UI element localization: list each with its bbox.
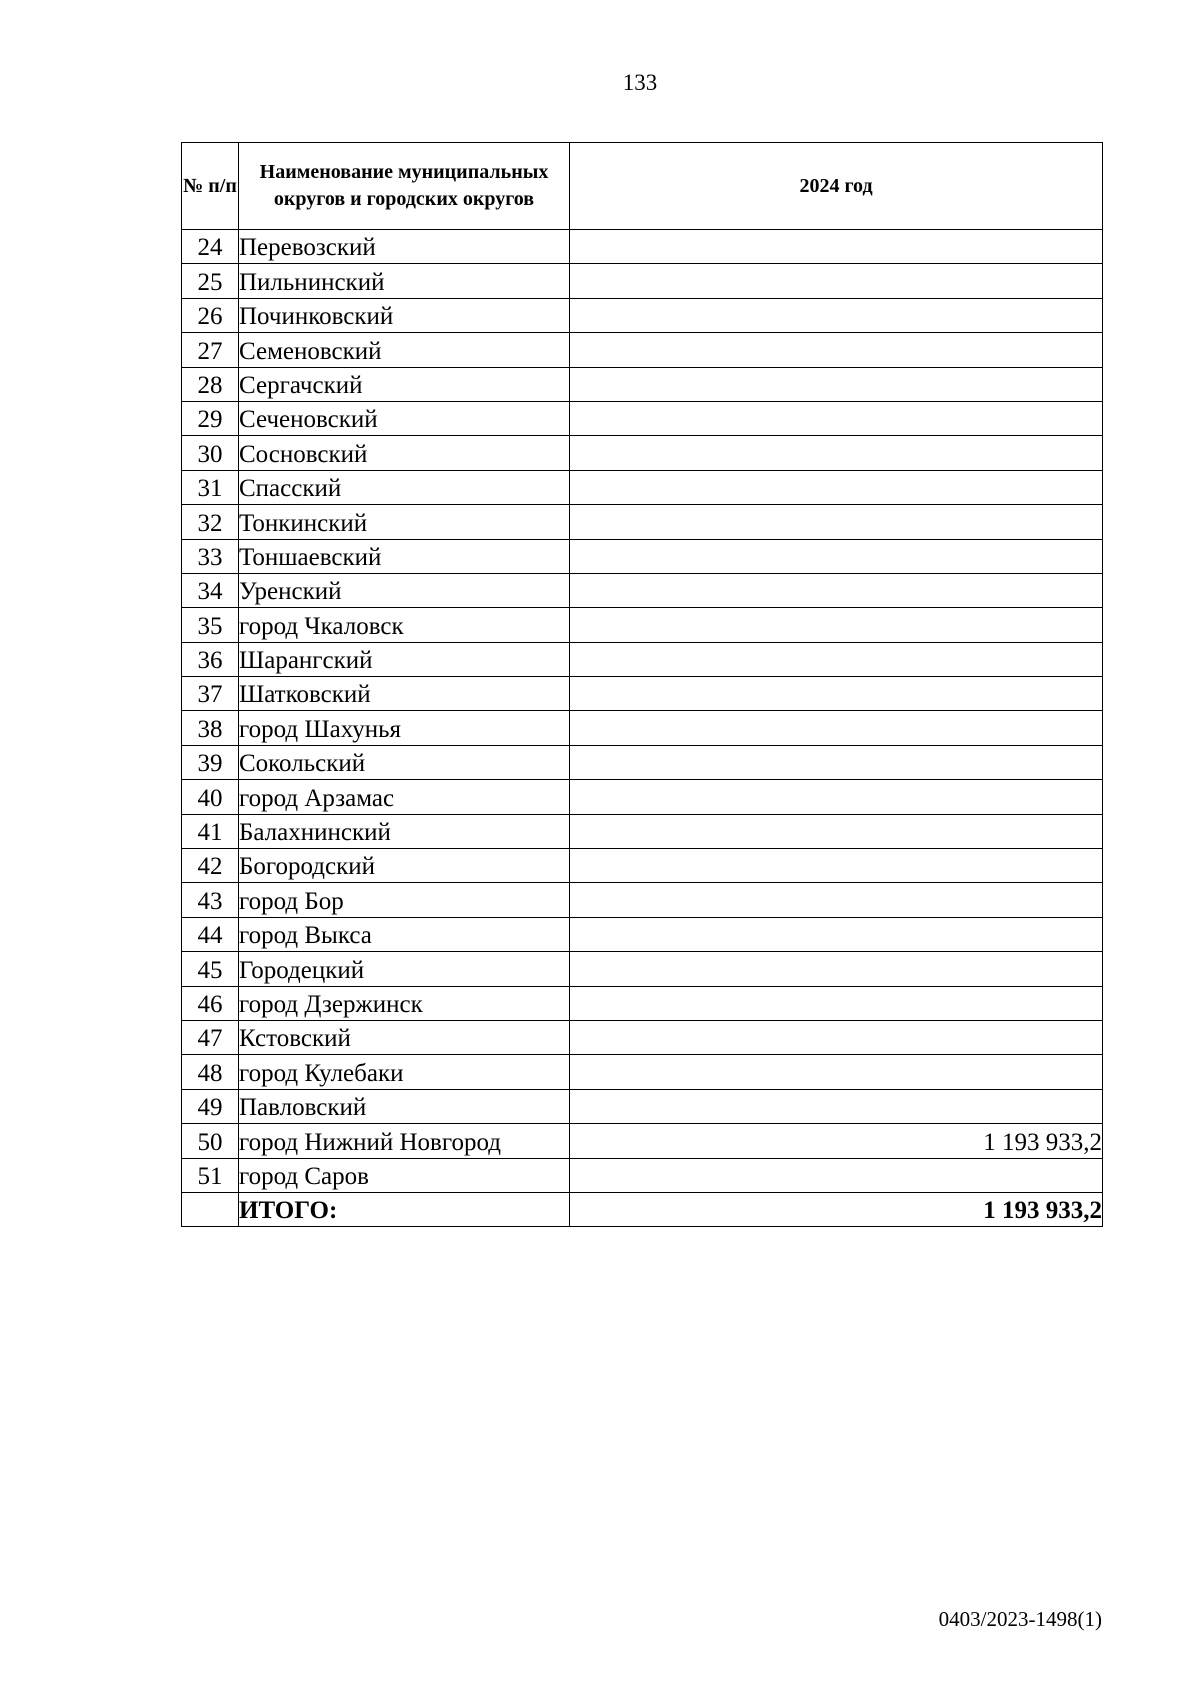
row-number: 28 — [182, 367, 239, 401]
table-header-row — [182, 143, 1103, 230]
district-name: Городецкий — [239, 952, 570, 986]
amount-2024 — [570, 1055, 1103, 1089]
header-number: № п/п — [182, 143, 239, 230]
row-number: 46 — [182, 986, 239, 1020]
row-number: 45 — [182, 952, 239, 986]
table-row — [182, 436, 1103, 470]
allocation-table — [181, 142, 1103, 1227]
district-name: город Чкаловск — [239, 608, 570, 642]
district-name: Перевозский — [239, 230, 570, 264]
district-name: Сергачский — [239, 367, 570, 401]
total-label: ИТОГО: — [239, 1192, 570, 1226]
row-number: 27 — [182, 333, 239, 367]
total-row — [182, 1192, 1103, 1226]
table-row — [182, 986, 1103, 1020]
row-number: 42 — [182, 849, 239, 883]
amount-2024 — [570, 986, 1103, 1020]
district-name: Богородский — [239, 849, 570, 883]
table-row — [182, 298, 1103, 332]
table-row — [182, 917, 1103, 951]
amount-2024 — [570, 883, 1103, 917]
district-name: Балахнинский — [239, 814, 570, 848]
row-number: 37 — [182, 677, 239, 711]
table-row — [182, 814, 1103, 848]
district-name: город Бор — [239, 883, 570, 917]
table-row — [182, 883, 1103, 917]
table-row — [182, 1158, 1103, 1192]
amount-2024 — [570, 298, 1103, 332]
amount-2024 — [570, 608, 1103, 642]
row-number: 41 — [182, 814, 239, 848]
row-number: 26 — [182, 298, 239, 332]
table-row — [182, 401, 1103, 435]
district-name: Пильнинский — [239, 264, 570, 298]
district-name: город Саров — [239, 1158, 570, 1192]
table-row — [182, 711, 1103, 745]
row-number: 49 — [182, 1089, 239, 1123]
amount-2024 — [570, 642, 1103, 676]
total-number — [182, 1192, 239, 1226]
amount-2024 — [570, 917, 1103, 951]
row-number: 24 — [182, 230, 239, 264]
amount-2024 — [570, 367, 1103, 401]
table-row — [182, 1089, 1103, 1123]
district-name: город Дзержинск — [239, 986, 570, 1020]
amount-2024 — [570, 573, 1103, 607]
table-row — [182, 367, 1103, 401]
amount-2024 — [570, 745, 1103, 779]
amount-2024 — [570, 470, 1103, 504]
table-row — [182, 1124, 1103, 1158]
row-number: 30 — [182, 436, 239, 470]
row-number: 31 — [182, 470, 239, 504]
row-number: 33 — [182, 539, 239, 573]
amount-2024 — [570, 436, 1103, 470]
table-row — [182, 745, 1103, 779]
row-number: 38 — [182, 711, 239, 745]
row-number: 51 — [182, 1158, 239, 1192]
amount-2024 — [570, 711, 1103, 745]
table-row — [182, 780, 1103, 814]
amount-2024 — [570, 814, 1103, 848]
table-row — [182, 677, 1103, 711]
row-number: 50 — [182, 1124, 239, 1158]
district-name: город Кулебаки — [239, 1055, 570, 1089]
district-name: Спасский — [239, 470, 570, 504]
row-number: 43 — [182, 883, 239, 917]
table-row — [182, 608, 1103, 642]
amount-2024 — [570, 780, 1103, 814]
amount-2024 — [570, 230, 1103, 264]
document-id: 0403/2023-1498(1) — [938, 1607, 1102, 1631]
district-name: город Арзамас — [239, 780, 570, 814]
district-name: Тоншаевский — [239, 539, 570, 573]
table-row — [182, 849, 1103, 883]
amount-2024 — [570, 539, 1103, 573]
row-number: 40 — [182, 780, 239, 814]
amount-2024 — [570, 401, 1103, 435]
amount-2024 — [570, 1089, 1103, 1123]
row-number: 39 — [182, 745, 239, 779]
district-name: город Шахунья — [239, 711, 570, 745]
amount-2024 — [570, 333, 1103, 367]
page-number: 133 — [622, 70, 658, 95]
amount-2024: 1 193 933,2 — [570, 1124, 1103, 1158]
header-year: 2024 год — [570, 143, 1103, 230]
amount-2024 — [570, 677, 1103, 711]
district-name: Павловский — [239, 1089, 570, 1123]
district-name: Сосновский — [239, 436, 570, 470]
table-row — [182, 230, 1103, 264]
district-name: Сокольский — [239, 745, 570, 779]
table-row — [182, 952, 1103, 986]
district-name: Починковский — [239, 298, 570, 332]
table-row — [182, 642, 1103, 676]
amount-2024 — [570, 1158, 1103, 1192]
row-number: 44 — [182, 917, 239, 951]
amount-2024 — [570, 505, 1103, 539]
district-name: Уренский — [239, 573, 570, 607]
amount-2024 — [570, 264, 1103, 298]
table-row — [182, 333, 1103, 367]
district-name: Тонкинский — [239, 505, 570, 539]
district-name: город Нижний Новгород — [239, 1124, 570, 1158]
table-row — [182, 1055, 1103, 1089]
district-name: Кстовский — [239, 1020, 570, 1054]
district-name: Шарангский — [239, 642, 570, 676]
row-number: 34 — [182, 573, 239, 607]
row-number: 29 — [182, 401, 239, 435]
row-number: 25 — [182, 264, 239, 298]
table-row — [182, 264, 1103, 298]
table-row — [182, 505, 1103, 539]
district-name: Семеновский — [239, 333, 570, 367]
row-number: 35 — [182, 608, 239, 642]
district-name: город Выкса — [239, 917, 570, 951]
table-row — [182, 470, 1103, 504]
table-row — [182, 539, 1103, 573]
total-amount: 1 193 933,2 — [570, 1192, 1103, 1226]
amount-2024 — [570, 952, 1103, 986]
amount-2024 — [570, 849, 1103, 883]
district-name: Шатковский — [239, 677, 570, 711]
row-number: 32 — [182, 505, 239, 539]
row-number: 48 — [182, 1055, 239, 1089]
row-number: 36 — [182, 642, 239, 676]
amount-2024 — [570, 1020, 1103, 1054]
header-name: Наименование муниципальных округов и городских округов — [239, 143, 570, 230]
row-number: 47 — [182, 1020, 239, 1054]
district-name: Сеченовский — [239, 401, 570, 435]
table-row — [182, 1020, 1103, 1054]
table-row — [182, 573, 1103, 607]
